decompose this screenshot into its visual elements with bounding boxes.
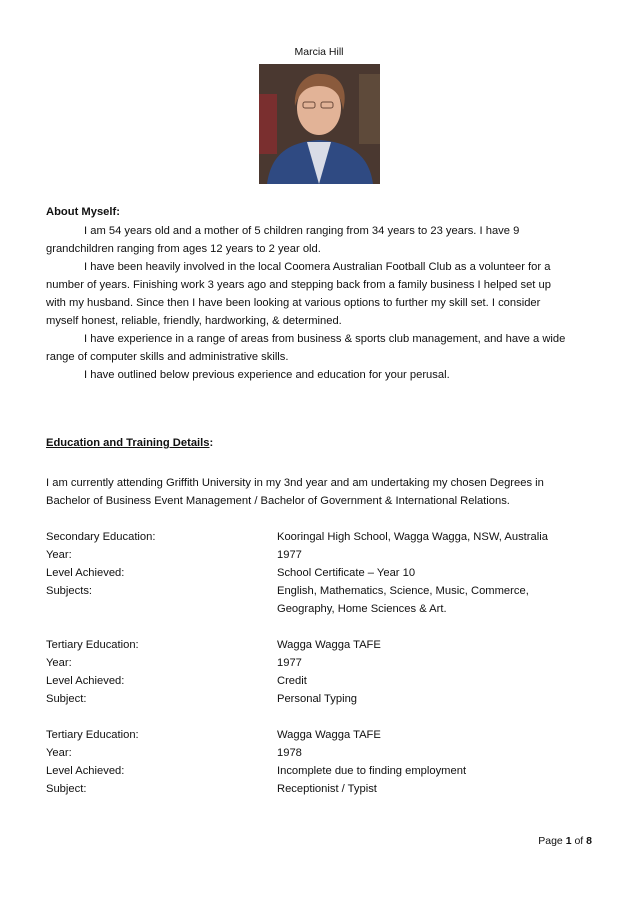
about-line: I have been heavily involved in the local Coomera Australian Football Club as a volunteer for a: [84, 261, 551, 273]
profile-photo: [259, 64, 380, 184]
row-label: Secondary Education:: [46, 531, 156, 543]
about-line: I am 54 years old and a mother of 5 children ranging from 34 years to 23 years. I have 9: [84, 225, 520, 237]
row-value: 1978: [277, 747, 302, 759]
row-value: Credit: [277, 675, 307, 687]
education-heading: [46, 437, 213, 449]
page-word: Page: [538, 835, 563, 847]
about-line: grandchildren ranging from ages 12 years to 2 year old.: [46, 243, 321, 255]
education-intro: [46, 474, 596, 510]
education-row: [46, 780, 606, 798]
row-label: Subject:: [46, 783, 87, 795]
education-row: [46, 582, 606, 600]
education-intro-line: I am currently attending Griffith University in my 3nd year and am undertaking my chosen Degrees in: [46, 477, 544, 489]
education-heading-colon: :: [209, 437, 214, 449]
row-label: Year:: [46, 747, 72, 759]
education-row: [46, 654, 606, 672]
education-intro-line: Bachelor of Business Event Management / Bachelor of Government & International Relations.: [46, 495, 510, 507]
page-number: [538, 835, 592, 847]
row-label: Tertiary Education:: [46, 639, 139, 651]
row-label: Year:: [46, 549, 72, 561]
row-value: Geography, Home Sciences & Art.: [277, 603, 447, 615]
row-label: Level Achieved:: [46, 675, 125, 687]
about-line: with my husband. Since then I have been looking at various options to further my skill set. I consider: [46, 297, 541, 309]
about-heading: About Myself:: [46, 206, 120, 218]
row-value: School Certificate – Year 10: [277, 567, 416, 579]
about-line: myself honest, reliable, friendly, hardworking, & determined.: [46, 315, 342, 327]
education-row: [46, 636, 606, 654]
education-row: [46, 600, 606, 618]
about-line: I have experience in a range of areas from business & sports club management, and have a wide: [84, 333, 566, 345]
row-value: Receptionist / Typist: [277, 783, 377, 795]
current-page: 1: [565, 835, 572, 847]
education-row: [46, 564, 606, 582]
row-label: Level Achieved:: [46, 567, 125, 579]
row-label: Level Achieved:: [46, 765, 125, 777]
row-label: Subject:: [46, 693, 87, 705]
row-value: 1977: [277, 657, 302, 669]
candidate-name: Marcia Hill: [294, 46, 344, 58]
of-word: of: [574, 835, 584, 847]
education-heading-text: Education and Training Details: [46, 437, 210, 449]
total-pages: 8: [586, 835, 592, 847]
about-line: number of years. Finishing work 3 years ago and stepping back from a family business I helped set up: [46, 279, 551, 291]
row-label: Tertiary Education:: [46, 729, 139, 741]
education-row: [46, 744, 606, 762]
row-value: Incomplete due to finding employment: [277, 765, 467, 777]
education-row: [46, 690, 606, 708]
education-row: [46, 762, 606, 780]
row-label: Subjects:: [46, 585, 93, 597]
about-line: I have outlined below previous experience and education for your perusal.: [84, 369, 450, 381]
about-line: range of computer skills and administrative skills.: [46, 351, 289, 363]
row-value: 1977: [277, 549, 302, 561]
education-row: [46, 672, 606, 690]
row-value: Wagga Wagga TAFE: [277, 639, 381, 651]
education-row: [46, 528, 606, 546]
education-row: [46, 726, 606, 744]
about-paragraph: [46, 222, 596, 384]
row-value: Wagga Wagga TAFE: [277, 729, 381, 741]
row-value: English, Mathematics, Science, Music, Commerce,: [277, 585, 529, 597]
row-label: Year:: [46, 657, 72, 669]
row-value: Kooringal High School, Wagga Wagga, NSW, Australia: [277, 531, 548, 543]
education-row: [46, 546, 606, 564]
row-value: Personal Typing: [277, 693, 358, 705]
